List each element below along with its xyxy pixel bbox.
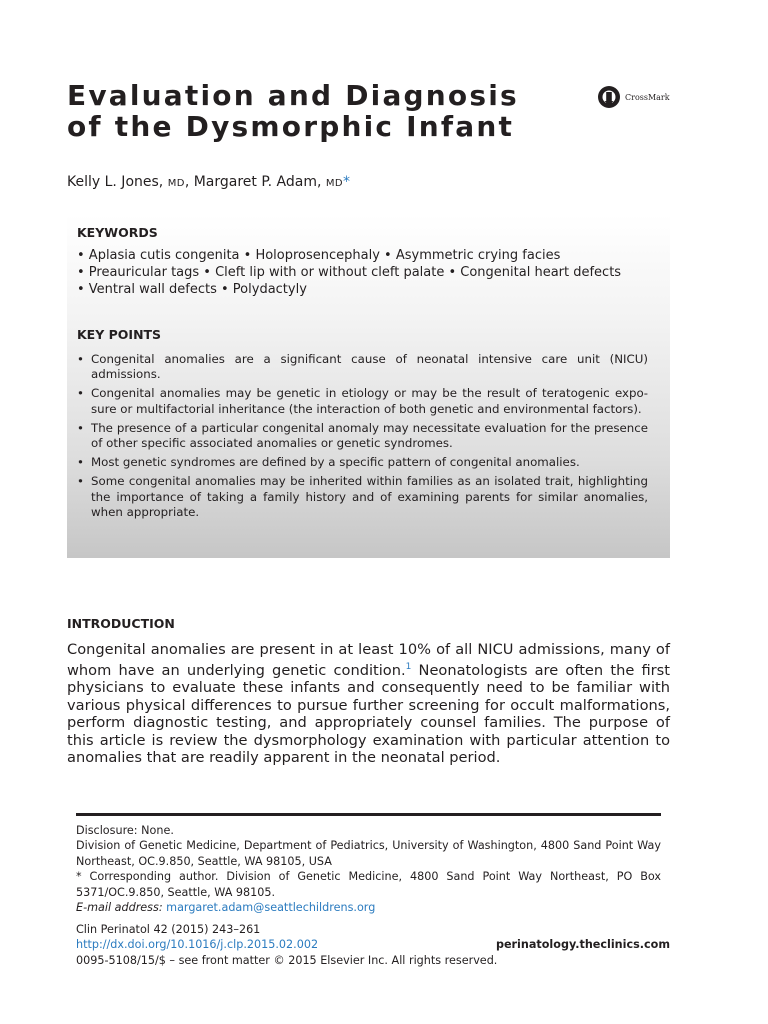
keywords-line: • Preauricular tags • Cleft lip with or without cleft palate • Congenital heart defects	[77, 265, 622, 280]
intro-text-2: Neonatologists are often the first physicians to evaluate these infants and consequently need to be familiar with various physical differences to pursue further screening for occult malformations, perform diagnostic testing, and appropriately counsel families. The purpose of this article is review the dysmorphology examination with particular attention to anomalies that are readily apparent in the neonatal period.	[67, 661, 670, 767]
author-2-degree: MD	[325, 178, 344, 189]
author-line	[67, 174, 350, 190]
key-point-item: • Most genetic syndromes are defined by a specific pattern of congenital anomalies.	[77, 455, 648, 470]
key-point-item: • Congenital anomalies may be genetic in etiology or may be the result of teratogenic exposure or multifactorial inheritance (the interaction of both genetic and environmental factors).	[77, 386, 648, 416]
author-2: , Margaret P. Adam,	[184, 174, 326, 190]
keywords-keypoints-box	[67, 215, 670, 558]
crossmark-icon	[597, 85, 621, 109]
title-line-1: Evaluation and Diagnosis	[67, 79, 519, 112]
email-link[interactable]: margaret.adam@seattlechildrens.org	[166, 901, 376, 915]
key-points-heading: KEY POINTS	[77, 327, 162, 342]
author-1-degree: MD	[167, 178, 185, 189]
article-title	[67, 80, 587, 142]
citation: Clin Perinatol 42 (2015) 243–261	[76, 923, 261, 936]
affiliation-note: Division of Genetic Medicine, Department of Pediatrics, University of Washington, 4800 Sand Point Way Northeast, OC.9.850, Seattle, WA 98105, USA	[76, 839, 661, 868]
crossmark-label: CrossMark	[625, 92, 670, 102]
introduction-paragraph	[67, 641, 670, 767]
copyright-notice: 0095-5108/15/$ – see front matter © 2015 Elsevier Inc. All rights reserved.	[76, 953, 498, 967]
doi-row	[76, 937, 670, 952]
key-point-item: • The presence of a particular congenital anomaly may necessitate evaluation for the presence of other specific associated anomalies or genetic syndromes.	[77, 421, 648, 451]
disclosure-note: Disclosure: None.	[76, 824, 174, 837]
author-1: Kelly L. Jones,	[67, 174, 168, 190]
journal-website[interactable]: perinatology.theclinics.com	[495, 938, 670, 952]
title-line-2: of the Dysmorphic Infant	[67, 110, 515, 143]
keywords-line: • Ventral wall defects • Polydactyly	[77, 282, 307, 297]
introduction-heading: INTRODUCTION	[67, 616, 175, 631]
reference-link[interactable]: 1	[405, 661, 412, 672]
keywords-heading: KEYWORDS	[77, 225, 158, 240]
doi-link[interactable]: http://dx.doi.org/10.1016/j.clp.2015.02.002	[76, 938, 319, 952]
email-label: E-mail address:	[76, 901, 163, 915]
corresponding-author-marker[interactable]: *	[343, 174, 351, 190]
keywords-line: • Aplasia cutis congenita • Holoprosencephaly • Asymmetric crying facies	[77, 248, 561, 263]
footnotes	[76, 823, 661, 915]
corresponding-author-note: * Corresponding author. Division of Genetic Medicine, 4800 Sand Point Way Northeast, PO Box 5371/OC.9.850, Seattle, WA 98105.	[76, 870, 661, 899]
key-point-item: • Congenital anomalies are a significant cause of neonatal intensive care unit (NICU) admissions.	[77, 352, 648, 382]
keywords-list	[77, 247, 667, 298]
key-points-list	[77, 352, 648, 524]
email-line	[76, 900, 661, 915]
crossmark-badge[interactable]	[597, 84, 677, 110]
intro-text-1: Congenital anomalies are present in at least 10% of all NICU admissions, many of whom have an underlying genetic condition.	[67, 641, 670, 679]
key-point-item: • Some congenital anomalies may be inherited within families as an isolated trait, highlighting the importance of taking a family history and of examining parents for similar anomalies, when appropriate.	[77, 474, 648, 520]
publication-info	[76, 922, 670, 968]
footnote-divider	[76, 813, 661, 816]
